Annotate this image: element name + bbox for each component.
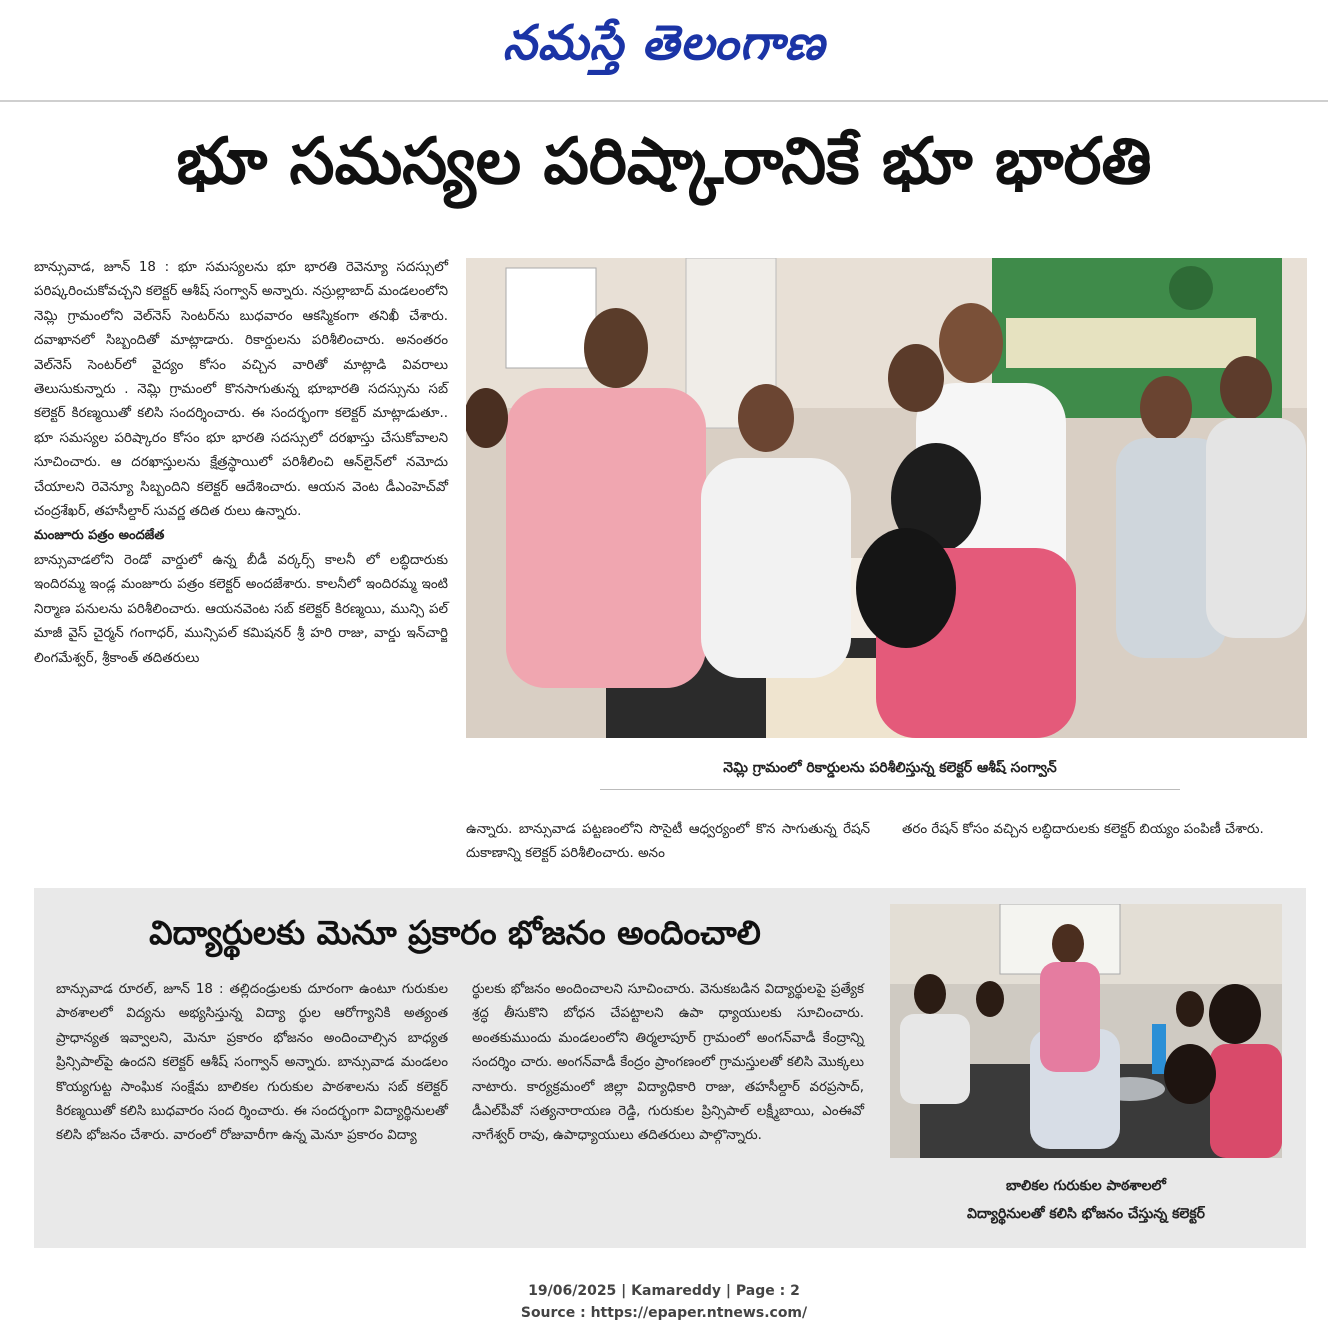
masthead-divider <box>0 100 1328 102</box>
footer-source-line: Source : https://epaper.ntnews.com/ <box>520 1305 808 1321</box>
story2-photo <box>890 904 1282 1158</box>
story1-body: బాన్సువాడ, జూన్ 18 : భూ సమస్యలను భూ భారతి రెవెన్యూ సదస్సులో పరిష్కరించుకోవచ్చని కలెక్టర్ ఆశీష్ సంగ్వాన్ అన్నారు. నస్రుల్లాబాద్ మండలంలోని నెమ్లి గ్రామంలోని వెల్‌నెస్ సెంటర్‌ను బుధవారం ఆకస్మికంగా తనిఖీ చేశారు. దవాఖానలో సిబ్బందితో మాట్లాడారు. రికార్డులను పరిశీలించారు. అనంతరం వెల్‌నెస్ సెంటర్‌లో వైద్యం కోసం వచ్చిన వారితో మాట్లాడి వివరాలు తెలుసుకున్నారు . నెమ్లి గ్రామంలో కొనసాగుతున్న భూభారతి సదస్సును సబ్ కలెక్టర్ కిరణ్మయితో కలిసి సందర్శించారు. ఈ సందర్భంగా కలెక్టర్ మాట్లాడుతూ.. భూ సమస్యల పరిష్కారం కోసం భూ భారతి సదస్సులో దరఖాస్తు చేసుకోవాలని సూచించారు. ఆ దరఖాస్తులను క్షేత్రస్థాయిలో పరిశీలించి ఆన్‌లైన్‌లో నమోదు చేయాలని రెవెన్యూ సిబ్బందిని కలెక్టర్ ఆదేశించారు. ఆయన వెంట డీఎంహెచ్‌వో చంద్రశేఖర్, తహసీల్దార్ సువర్ణ తదిత రులు ఉన్నారు. <box>34 260 448 520</box>
main-headline: భూ సమస్యల పరిష్కారానికే భూ భారతి <box>176 125 1152 199</box>
newspaper-logo: నమస్తే తెలంగాణ <box>502 15 826 71</box>
footer-date-line: 19/06/2025 | Kamareddy | Page : 2 <box>528 1283 800 1299</box>
story1-photo-caption: నెమ్లి గ్రామంలో రికార్డులను పరిశీలిస్తున్న కలెక్టర్ ఆశీష్ సంగ్వాన్ <box>723 760 1057 776</box>
masthead <box>0 6 1328 80</box>
story2-col2: ర్థులకు భోజనం అందించాలని సూచించారు. వెనుకబడిన విద్యార్థులపై ప్రత్యేక శ్రద్ధ తీసుకొని బోధన చేపట్టాలని ఉపా ధ్యాయులకు సూచించారు. అంతకుముందు మండలంలోని తిర్మలాపూర్ గ్రామంలో అంగన్‌వాడీ కేంద్రాన్ని సందర్శిం చారు. అంగన్‌వాడీ కేంద్రం ప్రాంగణంలో గ్రామస్తులతో కలిసి మొక్కలు నాటారు. కార్యక్రమంలో జిల్లా విద్యాధికారి రాజు, తహసీల్దార్ వరప్రసాద్, డీఎల్‌పీవో సత్యనారాయణ రెడ్డి, గురుకుల ప్రిన్సిపాల్ లక్ష్మీబాయి, ఎంఈవో నాగేశ్వర్ రావు, ఉపాధ్యాయులు తదితరులు పాల్గొన్నారు. <box>472 982 864 1144</box>
story1-mid-column: ఉన్నారు. బాన్సువాడ పట్టణంలోని సొసైటీ ఆధ్వర్యంలో కొన సాగుతున్న రేషన్ దుకాణాన్ని కలెక్టర్ పరిశీలించారు. అనం <box>466 822 870 862</box>
story1-body-2: బాన్సువాడలోని రెండో వార్డులో ఉన్న బీడీ వర్కర్స్ కాలనీ లో లబ్ధిదారుకు ఇందిరమ్మ ఇండ్ల మంజూరు పత్రం కలెక్టర్ అందజేశారు. కాలనీలో ఇందిరమ్మ ఇంటి నిర్మాణ పనులను పరిశీలించారు. ఆయనవెంట సబ్ కలెక్టర్ కిరణ్మయి, మున్సి పల్ మాజీ వైస్ చైర్మన్ గంగాధర్, మున్సిపల్ కమిషనర్ శ్రీ హరి రాజు, వార్డు ఇన్‌చార్జి లింగమేశ్వర్, శ్రీకాంత్ తదితరులు <box>34 552 448 666</box>
caption-underline <box>600 789 1180 790</box>
story2-col1: బాన్సువాడ రూరల్, జూన్ 18 : తల్లిదండ్రులకు దూరంగా ఉంటూ గురుకుల పాఠశాలలో విద్యను అభ్యసిస్తున్న విద్యా ర్థుల ఆరోగ్యానికి అత్యంత ప్రాధాన్యత ఇవ్వాలని, మెనూ ప్రకారం భోజనం అందించాల్సిన బాధ్యత ప్రిన్సిపాల్‌పై ఉందని కలెక్టర్ ఆశీష్ సంగ్వాన్ అన్నారు. బాన్సువాడ మండలం కొయ్యగుట్ట సాంఘిక సంక్షేమ బాలికల గురుకుల పాఠశాలను సబ్ కలెక్టర్ కిరణ్మయితో కలిసి బుధవారం సంద ర్శించారు. ఈ సందర్భంగా విద్యార్థినులతో కలిసి భోజనం చేశారు. వారంలో రోజువారీగా ఉన్న మెనూ ప్రకారం విద్యా <box>56 982 448 1144</box>
story2-caption-line1: బాలికల గురుకుల పాఠశాలలో <box>1006 1178 1166 1194</box>
story1-right-column: తరం రేషన్ కోసం వచ్చిన లబ్ధిదారులకు కలెక్టర్ బియ్యం పంపిణీ చేశారు. <box>902 822 1264 837</box>
story2-headline: విద్యార్థులకు మెనూ ప్రకారం భోజనం అందించాలి <box>149 913 761 952</box>
story1-subhead: మంజూరు పత్రం అందజేత <box>34 528 165 544</box>
story1-photo <box>466 258 1307 738</box>
story1-left-column <box>34 256 448 671</box>
story2-caption-line2: విద్యార్థినులతో కలిసి భోజనం చేస్తున్న కలెక్టర్ <box>967 1206 1205 1222</box>
